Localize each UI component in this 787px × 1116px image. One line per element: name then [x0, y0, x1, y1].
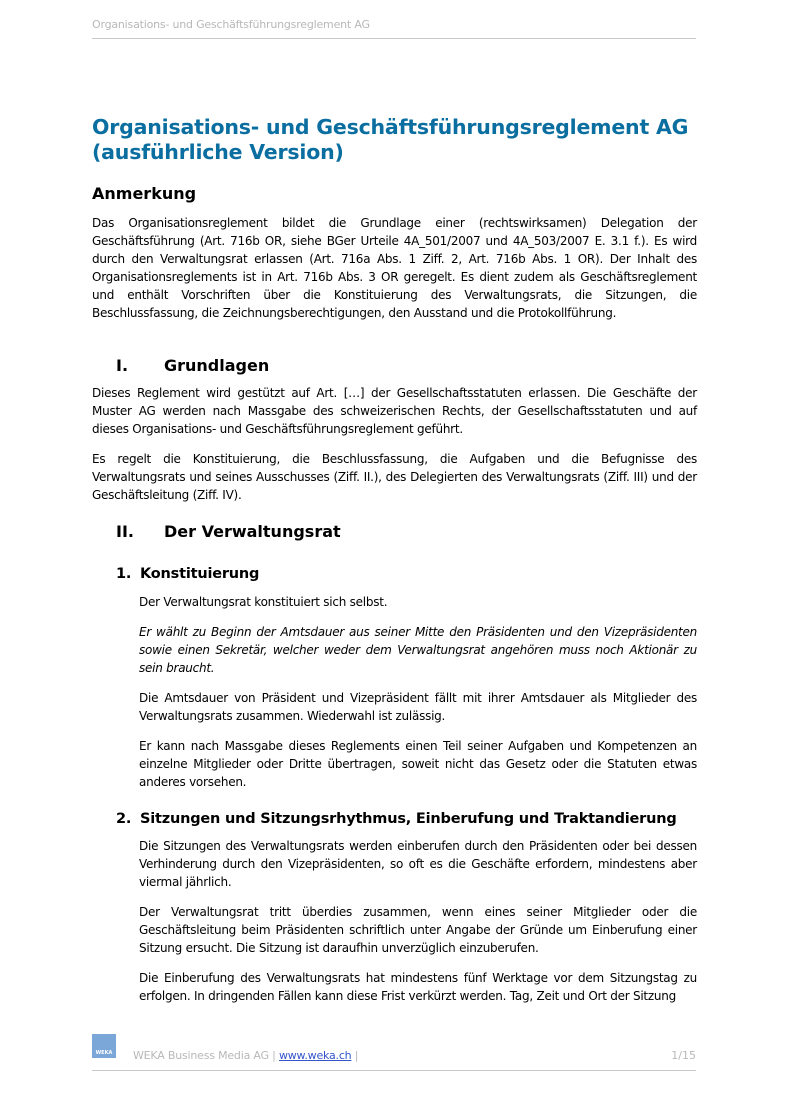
- section-title: Grundlagen: [164, 356, 270, 375]
- document-title: Organisations- und Geschäftsführungsreglement AG (ausführliche Version): [92, 115, 689, 164]
- section-heading-verwaltungsrat: [116, 522, 341, 541]
- paragraph: Es regelt die Konstituierung, die Beschlussfassung, die Aufgaben und die Befugnisse des Verwaltungsrats und seines Ausschusses (Ziff. II.), des Delegierten des Verwaltungsrats (Ziff. III) und der Geschäftsleitung (Ziff. IV).: [92, 452, 697, 502]
- logo-text: WEKA: [95, 1050, 113, 1056]
- footer-divider: [92, 1070, 696, 1071]
- note-heading: Anmerkung: [92, 184, 197, 203]
- paragraph: Er kann nach Massgabe dieses Reglements einen Teil seiner Aufgaben und Kompetenzen an einzelne Mitglieder oder Dritte übertragen, soweit nicht das Gesetz oder die Statuten etwas anderes vorsehen.: [139, 739, 697, 789]
- subsection-heading-sitzungen: [116, 811, 677, 827]
- header-divider: [92, 38, 696, 39]
- paragraph: Die Amtsdauer von Präsident und Vizepräsident fällt mit ihrer Amtsdauer als Mitglieder des Verwaltungsrats zusammen. Wiederwahl ist zulässig.: [139, 691, 697, 723]
- footer-link[interactable]: www.weka.ch: [278, 1049, 352, 1062]
- section-number: II.: [116, 522, 134, 541]
- subsection-title: Konstituierung: [140, 566, 260, 582]
- footer-company: WEKA Business Media AG |: [133, 1049, 279, 1062]
- subsection-number: 1.: [116, 566, 132, 582]
- paragraph: Die Sitzungen des Verwaltungsrats werden einberufen durch den Präsidenten oder bei dessen Verhinderung durch den Vizepräsidenten, so oft es die Geschäfte erfordern, mindestens aber viermal jährlich.: [139, 839, 697, 889]
- page-number: 1/15: [671, 1049, 696, 1062]
- footer-text: [133, 1049, 358, 1062]
- paragraph-italic: Er wählt zu Beginn der Amtsdauer aus seiner Mitte den Präsidenten und den Vizepräsidenten sowie einen Sekretär, welcher weder dem Verwaltungsrat angehören muss noch Aktionär zu sein braucht.: [139, 625, 697, 675]
- subsection-heading-konstituierung: [116, 566, 259, 582]
- section-number: I.: [116, 356, 129, 375]
- section-heading-grundlagen: [116, 356, 269, 375]
- paragraph: Der Verwaltungsrat konstituiert sich selbst.: [139, 595, 388, 609]
- footer-separator: |: [351, 1049, 359, 1062]
- paragraph: Der Verwaltungsrat tritt überdies zusammen, wenn eines seiner Mitglieder oder die Geschäftsleitung beim Präsidenten schriftlich unter Angabe der Gründe um Einberufung einer Sitzung ersucht. Die Sitzung ist daraufhin unverzüglich einzuberufen.: [139, 905, 697, 955]
- note-paragraph: Das Organisationsreglement bildet die Grundlage einer (rechtswirksamen) Delegation der Geschäftsführung (Art. 716b OR, siehe BGer Urteile 4A_501/2007 und 4A_503/2007 E. 3.1 f.). Es wird durch den Verwaltungsrat erlassen (Art. 716a Abs. 1 Ziff. 2, Art. 716b Abs. 1 OR). Der Inhalt des Organisationsreglements ist in Art. 716b Abs. 3 OR geregelt. Es dient zudem als Geschäftsreglement und enthält Vorschriften über die Konstituierung des Verwaltungsrats, die Sitzungen, die Beschlussfassung, die Zeichnungsberechtigungen, den Ausstand und die Protokollführung.: [92, 216, 697, 320]
- section-title: Der Verwaltungsrat: [164, 522, 341, 541]
- paragraph: Dieses Reglement wird gestützt auf Art. […] der Gesellschaftsstatuten erlassen. Die Geschäfte der Muster AG werden nach Massgabe des schweizerischen Rechts, der Gesellschaftsstatuten und auf dieses Organisations- und Geschäftsführungsreglement geführt.: [92, 386, 697, 436]
- paragraph: Die Einberufung des Verwaltungsrats hat mindestens fünf Werktage vor dem Sitzungstag zu erfolgen. In dringenden Fällen kann diese Frist verkürzt werden. Tag, Zeit und Ort der Sitzung: [139, 971, 697, 1003]
- running-header: Organisations- und Geschäftsführungsreglement AG: [92, 18, 370, 31]
- weka-logo: [92, 1034, 116, 1058]
- subsection-title: Sitzungen und Sitzungsrhythmus, Einberufung und Traktandierung: [140, 811, 677, 827]
- subsection-number: 2.: [116, 811, 132, 827]
